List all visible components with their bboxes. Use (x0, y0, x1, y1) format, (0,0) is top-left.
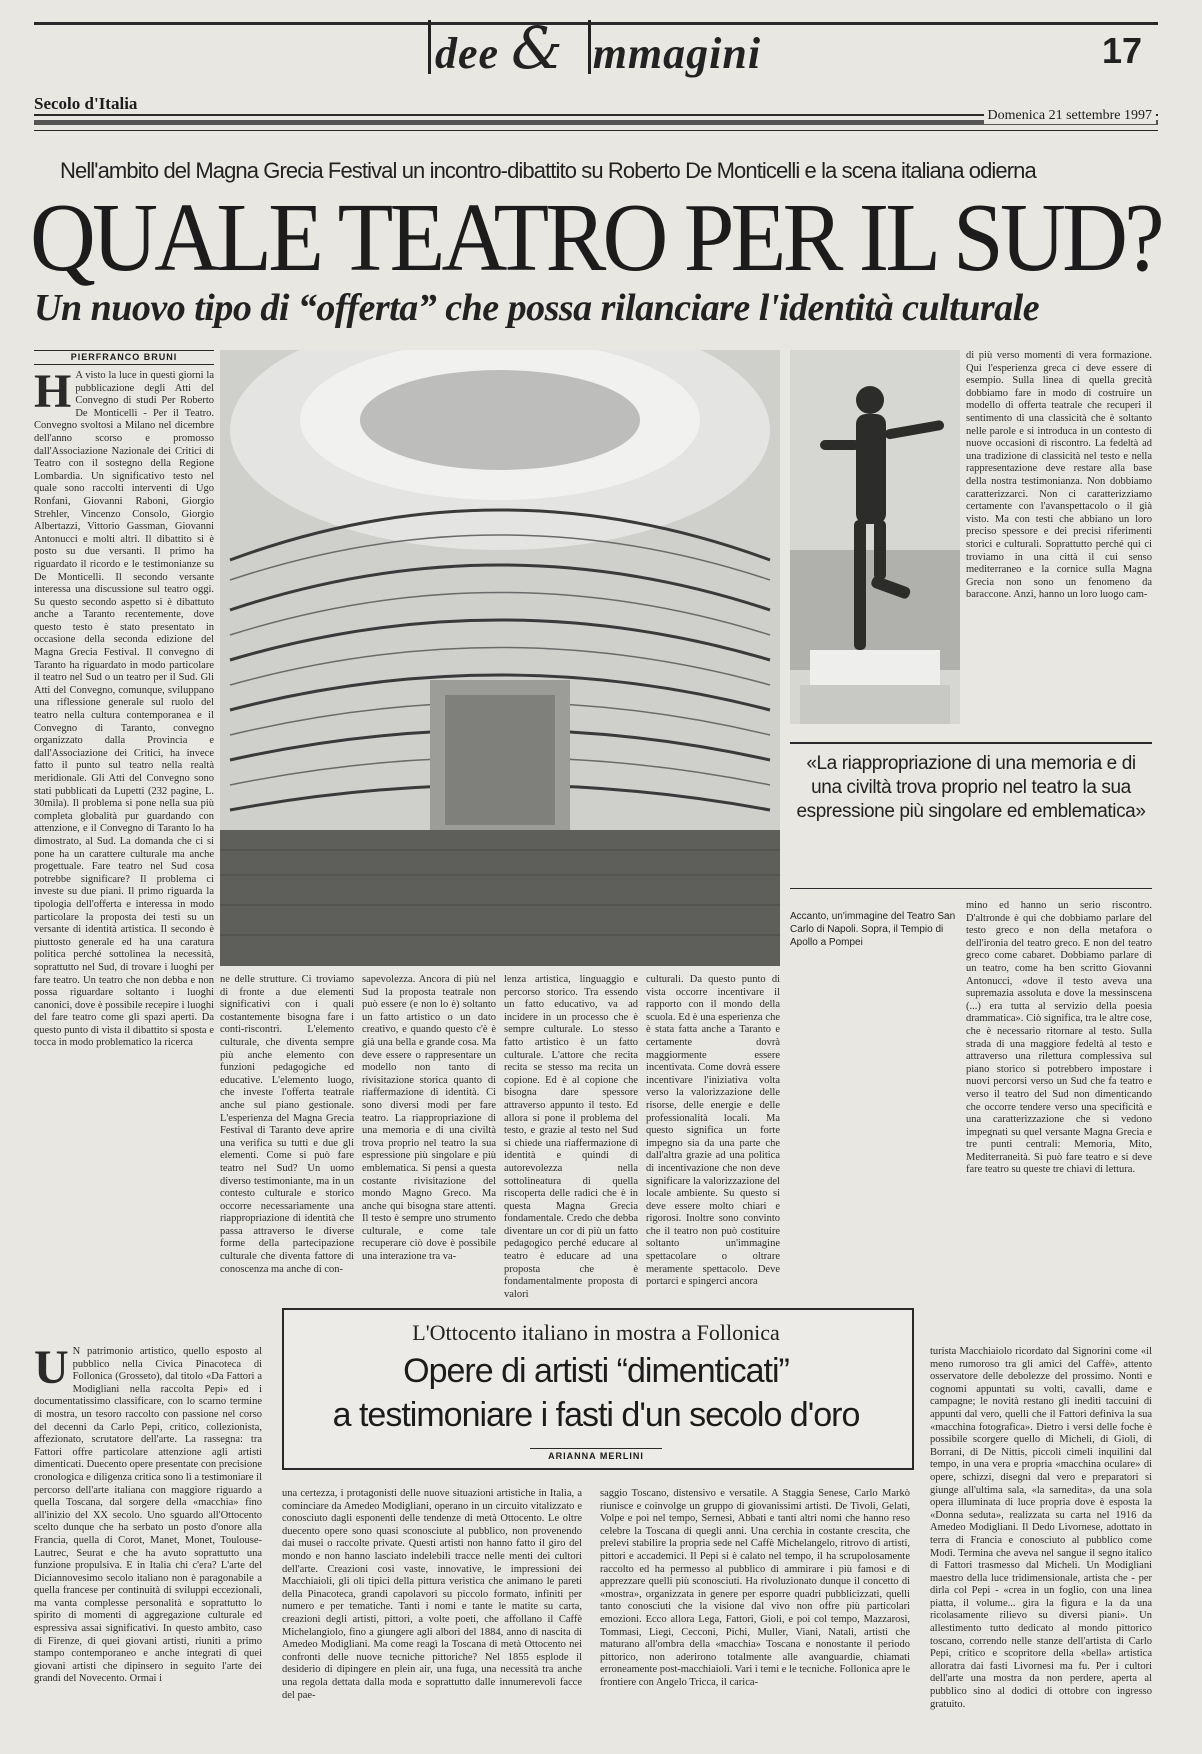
article1-pullquote: «La riappropriazione di una memoria e di una civiltà trova proprio nel teatro la sua espressione più singolare ed emblematica» (796, 753, 1146, 822)
section-title-bar-i2 (576, 20, 591, 74)
statue-illustration (790, 350, 960, 724)
section-title-part1: dee (435, 29, 500, 78)
article2-column-3 (600, 1488, 910, 1726)
article2-dropcap: U (34, 1346, 69, 1394)
teatro-illustration (220, 350, 780, 966)
pullquote-rule-bottom (790, 888, 1152, 889)
section-title-part2: mmagini (592, 29, 762, 78)
article1-column-5-text: culturali. Da questo punto di vista occorre incentivare il rapporto con il mondo della scuola. Ed è una esperienza che è stata fatta anche a Taranto e certamente dovrà maggiormente essere incentivata. Come dovrà essere incentivare l'iniziativa volta verso la valorizzazione delle risorse, delle energie e delle professionalità locali. Ma questo significa un forte impegno sia da una parte che dall'altra grazie ad una politica di incentivazione che non deve significare la valorizzazione del locale ambiente. Su questo si deve essere molto chiari e rigorosi. Inoltre sono convinto che il teatro non può costituire soltanto un'immagine spettacolare o oltrare meramente spettacolo. Deve portarci e spingerci ancora (646, 974, 780, 1288)
apollo-statue-photo (790, 350, 960, 724)
article2-column-2 (282, 1488, 582, 1726)
byline-rule-top (34, 350, 214, 351)
article1-column-6-bottom (966, 900, 1152, 1376)
section-title (410, 14, 790, 100)
article2-column-2-text: una certezza, i protagonisti delle nuove situazioni artistiche in Italia, a cominciare da Amedeo Modigliani, operano in un circuito vitalizzato e conosciuto dagli esponenti delle tendenze di metà Ottocento. Le oltre duecento opere sono quasi sconosciute al pubblico, non provenendo dai musei o raccolte private. Questi artisti non hanno fatto il giro del mondo e non hanno lasciato indelebili tracce nelle menti dei cultori dell'arte. Creazioni così vaste, innovative, le impressioni dei Macchiaioli, gli oli tipici della pittura veristica che animano le pareti della Pinacoteca, grandi capolavori su piccolo formato, infiniti per numero e per tematiche. Tanti i nomi e tante le matite su carta, creazioni degli artisti, pittori, a volte poeti, che affollano il Caffè Michelangiolo, fino a giungere agli albori del 1884, anno di nascita di Amedeo Modigliani. Ma come reagì la Toscana di metà Ottocento nei confronti delle nuove tecniche pittoriche? Nel 1855 esplode il desiderio di dipingere en plein air, una fuga, una necessità tra anche una regola dettata dalla moda e soprattutto dalle innumerevoli facce del pae- (282, 1488, 582, 1701)
masthead-rule-3 (34, 130, 1158, 131)
article1-column-3-text: sapevolezza. Ancora di più nel Sud la proposta teatrale non può essere (e non lo è) soltanto un fatto artistico o un dato creativo, e quando questo c'è è già una bella e grande cosa. Ma deve essere o rappresentare un modello non tanto di rivisitazione storica quanto di riaffermazione di identità. Ci sono diversi modi per fare teatro. La riappropriazione di una memoria e di una civiltà trova proprio nel teatro la sua espressione più singolare e più emblematica. Si pensi a questa costante rivisitazione del mondo Magno Greco. Ma anche qui bisogna stare attenti. Il testo è sempre uno strumento culturale, e come tale recuperare ciò dove è possibile una interazione tra va- (362, 974, 496, 1263)
article1-byline: PIERFRANCO BRUNI (70, 352, 178, 362)
teatro-san-carlo-photo (220, 350, 780, 966)
article2-column-4-text: turista Macchiaiolo ricordato dal Signorini come «il meno rumoroso tra gli amici del Caffè», attento osservatore delle debolezze del prossimo. Nonti e cognomi appuntati su volti, cavalli, dame e campagne; le novità restano gli inediti taccuini di appunti dal vero, quelli che il Fattori definiva la sua «macchina fotografica». Dietro i versi delle foche è possibile scorgere quello di Micheli, di Gioli, di Borrani, di De Nittis, piccoli cimeli inquilini dal tempo, in una vera e propria «macchina oculare» di opere, schizzi, disegni dal vero e preparatori si giunge all'ultima sala, «la sarnedita», da una sola opera illuminata di luce propria dove è esposta la «Donna seduta», realizzata su carta nel 1916 da Amedeo Modigliani. Il Dedo Livornese, adottato in terra di Francia e conosciuto al pubblico come Modì. Termina che aveva nel sangue il segno italico di Fattori trasmesso dal Micheli. Un Modigliani maestro della luce tridimensionale, artista che - per dirla col Pepi - «crea in un foglio, con una linea piatta, il volume... gira la figura e la da una ricolasamente rilievo su diversi piani». Un allestimento tutto dedicato al mondo pittorico toscano, correndo nelle stanze dell'artista di Carlo Pepi, critico e scopritore della «bella» artistica alloratra dai fasti Livornesi ma fu. Per i cultori dell'arte una mostra da non perdere, aperta al pubblico sino al dodici di ottobre con ingresso gratuito. (930, 1346, 1152, 1710)
article1-column-6-top (966, 350, 1152, 724)
article2-headline-line2: a testimoniare i fasti d'un secolo d'oro (332, 1396, 860, 1434)
article1-column-1-text: A visto la luce in questi giorni la pubblicazione degli Atti del Convegno di studi Per Roberto De Monticelli - Per il Teatro. Convegno svoltosi a Milano nel dicembre dell'anno scorso e promosso dall'Associazione Nazionale dei Critici di Teatro con il sostegno della Regione Lombardia. Un significativo testo nel quale sono raccolti interventi di Ugo Ronfani, Giovanni Raboni, Giorgio Strehler, Vincenzo Consolo, Giorgio Albertazzi, Vittorio Gassman, Giovanni Antonucci e molti altri. Il dibattito si è posto su due versanti. Il primo ha riguardato il ricordo e le testimonianze su De Monticelli. Il secondo versante interessa una discussione sul teatro oggi. Su questo secondo aspetto si è dibattuto anche a Taranto recentemente, dove questo testo è stato presentato in occasione della seconda edizione del Magna Grecia Festival. Il convegno di Taranto ha riguardato in modo particolare il teatro nel Sud o un teatro per il Sud. Gli Atti del Convegno, comunque, sviluppano una riflessione generale sul ruolo del teatro nella cultura contemporanea e il Convegno di Taranto, convegno organizzato dalla Provincia e dall'Associazione dei Critici, ha invece fatto il punto sul teatro nella realtà meridionale. Gli Atti del Convegno sono stati pubblicati da Lupetti (232 pagine, L. 30mila). Il problema si pone nella sua più completa globalità pur guardando con attenzione, e il Convegno di Taranto lo ha dimostrato, al Sud. La domanda che ci si pone ha un carattere culturale ma anche progettuale. Fare teatro nel Sud cosa potrebbe significare? Il problema ci investe su due piani. Il primo riguarda la tipologia dell'offerta e interessa in modo particolare la proposta dei testi su un versante di identità artistica. Il secondo è piuttosto generale ed ha una caratura politica perché sottolinea la necessità, soprattutto nel Sud, di trovare i luoghi per fare teatro. Un teatro che non debba e non possa riguardare soltanto i luoghi canonici, dove è possibile recepire i luoghi del fare teatro come gli spazi aperti. Da questo punto di vista il dibattito si sposta e tocca in modo problematico la ricerca (34, 370, 214, 1049)
section-title-bar-i (410, 20, 431, 74)
article2-column-1 (34, 1346, 262, 1726)
article2-byline: ARIANNA MERLINI (548, 1451, 644, 1461)
article1-column-1 (34, 370, 214, 1376)
issue-date: Domenica 21 settembre 1997 (984, 108, 1156, 124)
byline-rule-bottom (34, 364, 214, 365)
article2-column-3-text: saggio Toscano, distensivo e versatile. A Staggia Senese, Carlo Markò riunisce e coinvolge un gruppo di giovanissimi artisti. De Tivoli, Gelati, Volpe e poi nel tempo, Sernesi, Abbati e tanti altri nomi che hanno reso celebre la Toscana di quegli anni. Una cerchia in costante crescita, che prelevi stabilire la propria sede nel Caffè Michelangelo, ritrovo di artisti, pittori e accademici. Il Pepi si è calato nel tempo, il ha scrupolosamente raccolto ed ha permesso al pubblico di ammirare i più famosi e di apprezzare quelli più sconosciuti. Ha rivoluzionato dunque il concetto di «mostra», organizzata in genere per esporre quadri pubblicizzati, quelli tanto conosciuti che la visione dal vivo non offre più particolari emozioni. Ecco allora Lega, Fattori, Gioli, e poi col tempo, Mazzarosi, Tommasi, Liegi, Cecconi, Pichi, Muller, Viani, Natali, artisti che maturano all'ombra della «macchia» Toscana e nonostante il periodo pittorico, non aderirono totalmente alle avanguardie, chiamati erroneamente post-macchiaioli. Vari i temi e le tecniche. Follonica apre le frontiere con Angelo Tricca, il carica- (600, 1488, 910, 1688)
article1-column-6-top-text: di più verso momenti di vera formazione. Qui l'esperienza greca ci deve essere di esempio. Sulla linea di quella grecità dobbiamo fare in modo di costruire un modello di offerta teatrale che recuperi il sentimento di una classicità che è soltanto nelle parole e si introduca in un contesto di nuove occasioni di riscontro. La fedeltà ad una tradizione di classicità nel testo e nella rappresentazione deve restare alla base della nostra testimonianza. Non dobbiamo caratterizzarci. Non ci caratterizziamo certamente con l'avanspettacolo o il già visto. Ma con testi che abbiano un loro preciso spessore e dei precisi riferimenti storici e culturali. Soprattutto perché qui ci troviamo in una città il cui senso mediterraneo e la cornice sulla Magna Grecia non sono un fenomeno da baraccone. Anzi, hanno un loro luogo cam- (966, 350, 1152, 601)
article2-column-4 (930, 1346, 1152, 1726)
article1-column-4-text: lenza artistica, linguaggio e percorso storico. Tra essendo un fatto educativo, va ad incidere in un processo che è sempre culturale. Lo stesso fatto artistico è un fatto culturale. L'attore che recita recita se stesso ma recita un copione. Ed è al copione che bisogna dare spessore attraverso appunto il testo. Ed allora si pone il problema del testo, e grazie al testo nel Sud si chiede una riaffermazione di identità e quindi di autorevolezza nella sottolineatura di quella riscoperta delle radici che è in questa Magna Grecia fondamentale. Credo che debba diventare un cor di più un fatto pedagogico perché educare al teatro è educare ad una proposta che è fondamentalmente proposta di valori (504, 974, 638, 1300)
article2-byline-rule (530, 1448, 662, 1449)
article1-subheadline: Un nuovo tipo di “offerta” che possa rilanciare l'identità culturale (34, 287, 1040, 329)
page-number: 17 (1102, 30, 1143, 71)
section-title-ampersand: & (511, 14, 564, 82)
article1-dropcap: H (34, 370, 72, 418)
photo-caption: Accanto, un'immagine del Teatro San Carlo di Napoli. Sopra, il Tempio di Apollo a Pompei (790, 911, 956, 948)
article2-column-1-text: N patrimonio artistico, quello esposto al pubblico nella Civica Pinacoteca di Follonica (Grosseto), dal titolo «Da Fattori a Modigliani nella raccolta Pepi» ed i documentatissimo classificare, con lo scarno termine di mostra, un tesoro raccolto con passione nel corso del decenni da Carlo Pepi, critico, collezionista, affezionato, scrutatore dell'arte. La rassegna: tra Fattori offre particolare attenzione agli artisti dimenticati. Duecento opere presentate con precisione cronologica e diligenza critica sono lì a testimoniare il percorso dell'arte italiana con maggiore riguardo a quella Toscana, dal sorgere della «macchia» fino all'inizio del XX secolo. Uno sguardo all'Ottocento scelto dunque che ha serbato un posto d'onore alla Francia, quella di Corot, Manet, Monet, Toulouse-Lautrec, Seurat e che ha avuto soprattutto una funzione propulsiva. E in Italia chi c'era? L'arte del Diciannovesimo secolo italiano non è paragonabile a quella francese per continuità di sviluppi eccezionali, ma vanta complesse personalità e soprattutto lo spirito di momenti di aggregazione culturale ed espressiva assai significativi. In questo ambito, caso di Firenze, di quei giovani artisti, riuniti a primo stampo contemporaneo e anche integrati di quei giovani artisti che dipinsero in seguito l'arte dei grandi del Novecento. Ormai i (34, 1346, 262, 1685)
article1-column-2-text: ne delle strutture. Ci troviamo di fronte a due elementi significativi con i quali costantemente bisogna fare i conti-riscontri. L'elemento culturale, che diventa sempre più anche elemento con funzioni pedagogiche ed educative. L'elemento luogo, che investe l'offerta teatrale anche sul piano gestionale. L'esperienza del Magna Grecia Festival di Taranto deve aprire una verifica su tutti e due gli elementi. Come si può fare teatro nel Sud? Un uomo diverso testimoniante, ma in un contesto culturale e storico occorre necessariamente una riappropriazione di identità che passa attraverso le diverse forme della partecipazione culturale che diventa fattore di conoscenza ma anche di con- (220, 974, 354, 1275)
article1-kicker: Nell'ambito del Magna Grecia Festival un incontro-dibattito su Roberto De Monticelli e la scena italiana odierna (60, 158, 1036, 183)
pullquote-rule-top (790, 742, 1152, 744)
publication-name: Secolo d'Italia (34, 94, 138, 113)
article1-headline: QUALE TEATRO PER IL SUD? (30, 184, 1161, 292)
article1-column-6-bottom-text: mino ed hanno un serio riscontro. D'altronde è qui che dobbiamo parlare del testo greco e non della metafora o dell'ironia del teatro greco. E non del teatro greco come cabaret. Dobbiamo parlare di un teatro, come ha ben scritto Giovanni Antonucci, «dove il testo aveva una supremazia assoluta e dove la messinscena (...) era tutta al servizio della poesia drammatica». Ciò significa, tra le altre cose, che è necessario ritornare al testo. Sulla strada di una maggiore fedeltà al testo e attraverso una rilettura complessiva sul piano storico si potrebbero impostare i nuovi percorsi verso un Sud che fa teatro e verso il teatro del Sud non dimenticando che occorre tendere verso una specificità e una caratterizzazione che si vedono impegnati su quel versante Magna Grecia e tre punti centrali: Memoria, Mito, Mediterraneità. Si può fare teatro e si deve fare teatro su queste tre chiavi di lettura. (966, 900, 1152, 1176)
article2-headline-line1: Opere di artisti “dimenticati” (403, 1352, 789, 1390)
article2-kicker: L'Ottocento italiano in mostra a Follonica (412, 1320, 780, 1345)
